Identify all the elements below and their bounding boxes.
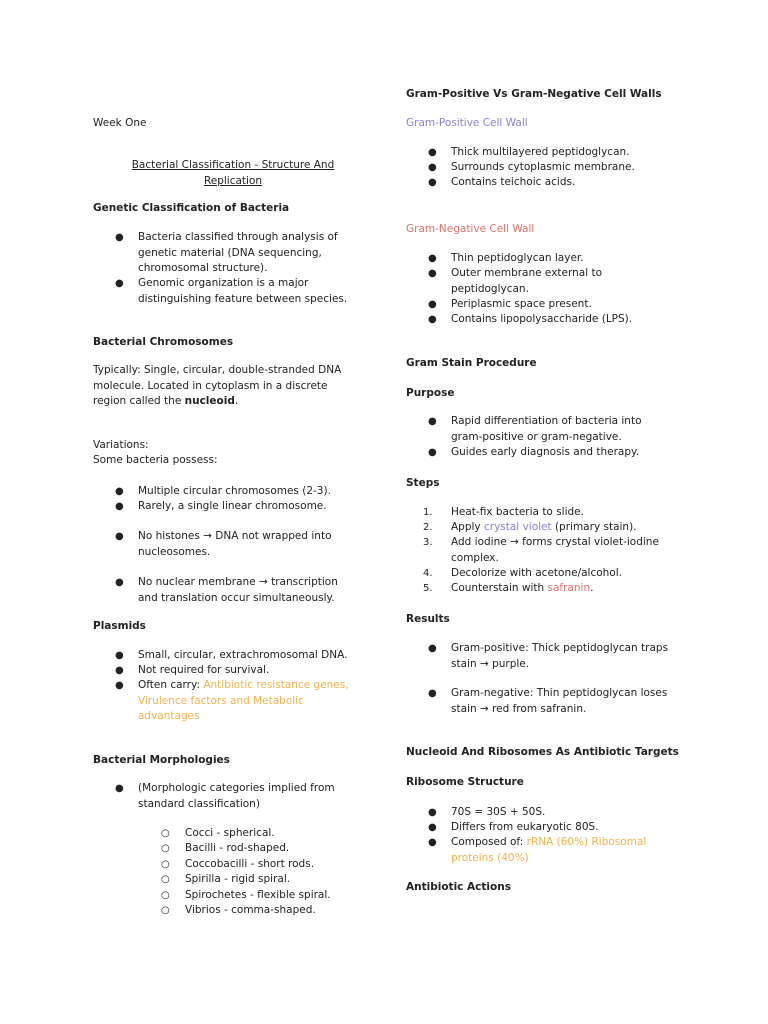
list-item: ● Rapid differentiation of bacteria into gram-positive or gram-negative. bbox=[428, 415, 642, 443]
circle-bullet-icon: ○ bbox=[161, 859, 170, 870]
list-item: ● Gram-positive: Thick peptidoglycan traps stain → purple. bbox=[428, 642, 669, 670]
step-item: 2. Apply crystal violet (primary stain). bbox=[423, 521, 637, 533]
list-item: ● Thick multilayered peptidoglycan. bbox=[406, 145, 681, 161]
list-item: ● Contains teichoic acids. bbox=[406, 175, 681, 191]
circle-bullet-icon: ○ bbox=[161, 874, 170, 885]
bullet-icon: ● bbox=[115, 278, 124, 289]
bullet-icon: ● bbox=[428, 147, 437, 158]
step-item: 4. Decolorize with acetone/alcohol. bbox=[423, 567, 622, 579]
bullet-icon: ● bbox=[115, 486, 124, 497]
bullet-icon: ● bbox=[428, 177, 437, 188]
genetic-heading: Genetic Classification of Bacteria bbox=[93, 202, 290, 214]
list-item: ○ Coccobacilli - short rods. bbox=[93, 857, 365, 873]
bullet-icon: ● bbox=[428, 822, 437, 833]
nucleoid-term: nucleoid bbox=[184, 395, 235, 407]
bullet-icon: ● bbox=[428, 268, 437, 279]
list-item: ● No histones → DNA not wrapped into nucleosomes. bbox=[115, 530, 332, 558]
list-item: ● Periplasmic space present. bbox=[406, 297, 661, 313]
circle-bullet-icon: ○ bbox=[161, 828, 170, 839]
results-heading: Results bbox=[406, 613, 450, 625]
list-item: ● Outer membrane external to peptidoglycan. bbox=[428, 267, 603, 295]
stain-heading: Gram Stain Procedure bbox=[406, 357, 537, 369]
bullet-icon: ● bbox=[428, 837, 437, 848]
bullet-icon: ● bbox=[115, 665, 124, 676]
bullet-icon: ● bbox=[115, 680, 124, 691]
bullet-icon: ● bbox=[115, 232, 124, 243]
bullet-icon: ● bbox=[428, 314, 437, 325]
plasmid-highlight: Antibiotic resistance genes, Virulence factors and Metabolic advantages bbox=[138, 679, 349, 722]
bullet-icon: ● bbox=[428, 299, 437, 310]
crystal-violet-term: crystal violet bbox=[483, 521, 552, 533]
bullet-icon: ● bbox=[428, 447, 437, 458]
list-item: ● Guides early diagnosis and therapy. bbox=[406, 445, 681, 461]
circle-bullet-icon: ○ bbox=[161, 890, 170, 901]
bullet-icon: ● bbox=[428, 807, 437, 818]
bullet-icon: ● bbox=[428, 416, 437, 427]
antibiotic-actions-heading: Antibiotic Actions bbox=[406, 881, 511, 893]
list-item: ○ Bacilli - rod-shaped. bbox=[93, 841, 365, 857]
list-item: ● Contains lipopolysaccharide (LPS). bbox=[406, 312, 681, 328]
step-item: 1. Heat-fix bacteria to slide. bbox=[423, 506, 584, 518]
list-item: ● Bacteria classified through analysis of genetic material (DNA sequencing, chromosomal structure). bbox=[115, 231, 338, 274]
step-item: 5. Counterstain with safranin. bbox=[423, 582, 594, 594]
list-item: ● Small, circular, extrachromosomal DNA. bbox=[93, 648, 358, 664]
chromosomes-text: Typically: Single, circular, double-stranded DNA molecule. Located in cytoplasm in a discrete region called the nucleoid. bbox=[93, 364, 342, 407]
bullet-icon: ● bbox=[428, 253, 437, 264]
list-item: ○ Vibrios - comma-shaped. bbox=[93, 903, 365, 919]
bullet-icon: ● bbox=[115, 531, 124, 542]
step-item: 3. Add iodine → forms crystal violet-iodine complex. bbox=[423, 536, 659, 564]
list-item: ● Composed of: rRNA (60%) Ribosomal proteins (40%) bbox=[428, 836, 647, 864]
circle-bullet-icon: ○ bbox=[161, 905, 170, 916]
variations-sub: Some bacteria possess: bbox=[93, 454, 218, 466]
list-item: ● Genomic organization is a major distinguishing feature between species. bbox=[115, 277, 348, 305]
bullet-icon: ● bbox=[115, 577, 124, 588]
bullet-icon: ● bbox=[115, 501, 124, 512]
list-item: ● 70S = 30S + 50S. bbox=[406, 805, 681, 821]
variations-label: Variations: bbox=[93, 439, 149, 451]
list-item: ○ Spirochetes - flexible spiral. bbox=[93, 888, 365, 904]
morph-heading: Bacterial Morphologies bbox=[93, 754, 230, 766]
steps-heading: Steps bbox=[406, 477, 440, 489]
gram-negative-heading: Gram-Negative Cell Wall bbox=[406, 223, 535, 235]
bullet-icon: ● bbox=[115, 783, 124, 794]
page-title: Bacterial Classification - Structure And Replication bbox=[131, 159, 335, 187]
circle-bullet-icon: ○ bbox=[161, 843, 170, 854]
list-item: ● Thin peptidoglycan layer. bbox=[406, 251, 661, 267]
list-item: ● Often carry: Antibiotic resistance genes, Virulence factors and Metabolic advantages bbox=[115, 679, 349, 722]
list-item: ● Rarely, a single linear chromosome. bbox=[93, 499, 358, 515]
walls-heading: Gram-Positive Vs Gram-Negative Cell Walls bbox=[406, 88, 662, 100]
list-item: ● (Morphologic categories implied from standard classification) bbox=[115, 782, 335, 810]
list-item: ● Differs from eukaryotic 80S. bbox=[406, 820, 681, 836]
targets-heading: Nucleoid And Ribosomes As Antibiotic Targets bbox=[406, 746, 679, 758]
bullet-icon: ● bbox=[428, 643, 437, 654]
gram-positive-heading: Gram-Positive Cell Wall bbox=[406, 117, 528, 129]
list-item: ○ Spirilla - rigid spiral. bbox=[93, 872, 365, 888]
safranin-term: safranin bbox=[547, 582, 591, 594]
list-item: ● Not required for survival. bbox=[93, 663, 358, 679]
ribosome-composition-highlight: rRNA (60%) Ribosomal proteins (40%) bbox=[451, 836, 647, 864]
list-item: ● No nuclear membrane → transcription and translation occur simultaneously. bbox=[115, 576, 338, 604]
bullet-icon: ● bbox=[115, 650, 124, 661]
chromosomes-heading: Bacterial Chromosomes bbox=[93, 336, 234, 348]
purpose-heading: Purpose bbox=[406, 387, 455, 399]
bullet-icon: ● bbox=[428, 688, 437, 699]
bullet-icon: ● bbox=[428, 162, 437, 173]
list-item: ● Multiple circular chromosomes (2-3). bbox=[93, 484, 358, 500]
list-item: ● Gram-negative: Thin peptidoglycan loses stain → red from safranin. bbox=[428, 687, 668, 715]
ribosome-heading: Ribosome Structure bbox=[406, 776, 524, 788]
list-item: ● Surrounds cytoplasmic membrane. bbox=[406, 160, 681, 176]
plasmids-heading: Plasmids bbox=[93, 620, 146, 632]
week-label: Week One bbox=[93, 117, 147, 129]
list-item: ○ Cocci - spherical. bbox=[93, 826, 365, 842]
